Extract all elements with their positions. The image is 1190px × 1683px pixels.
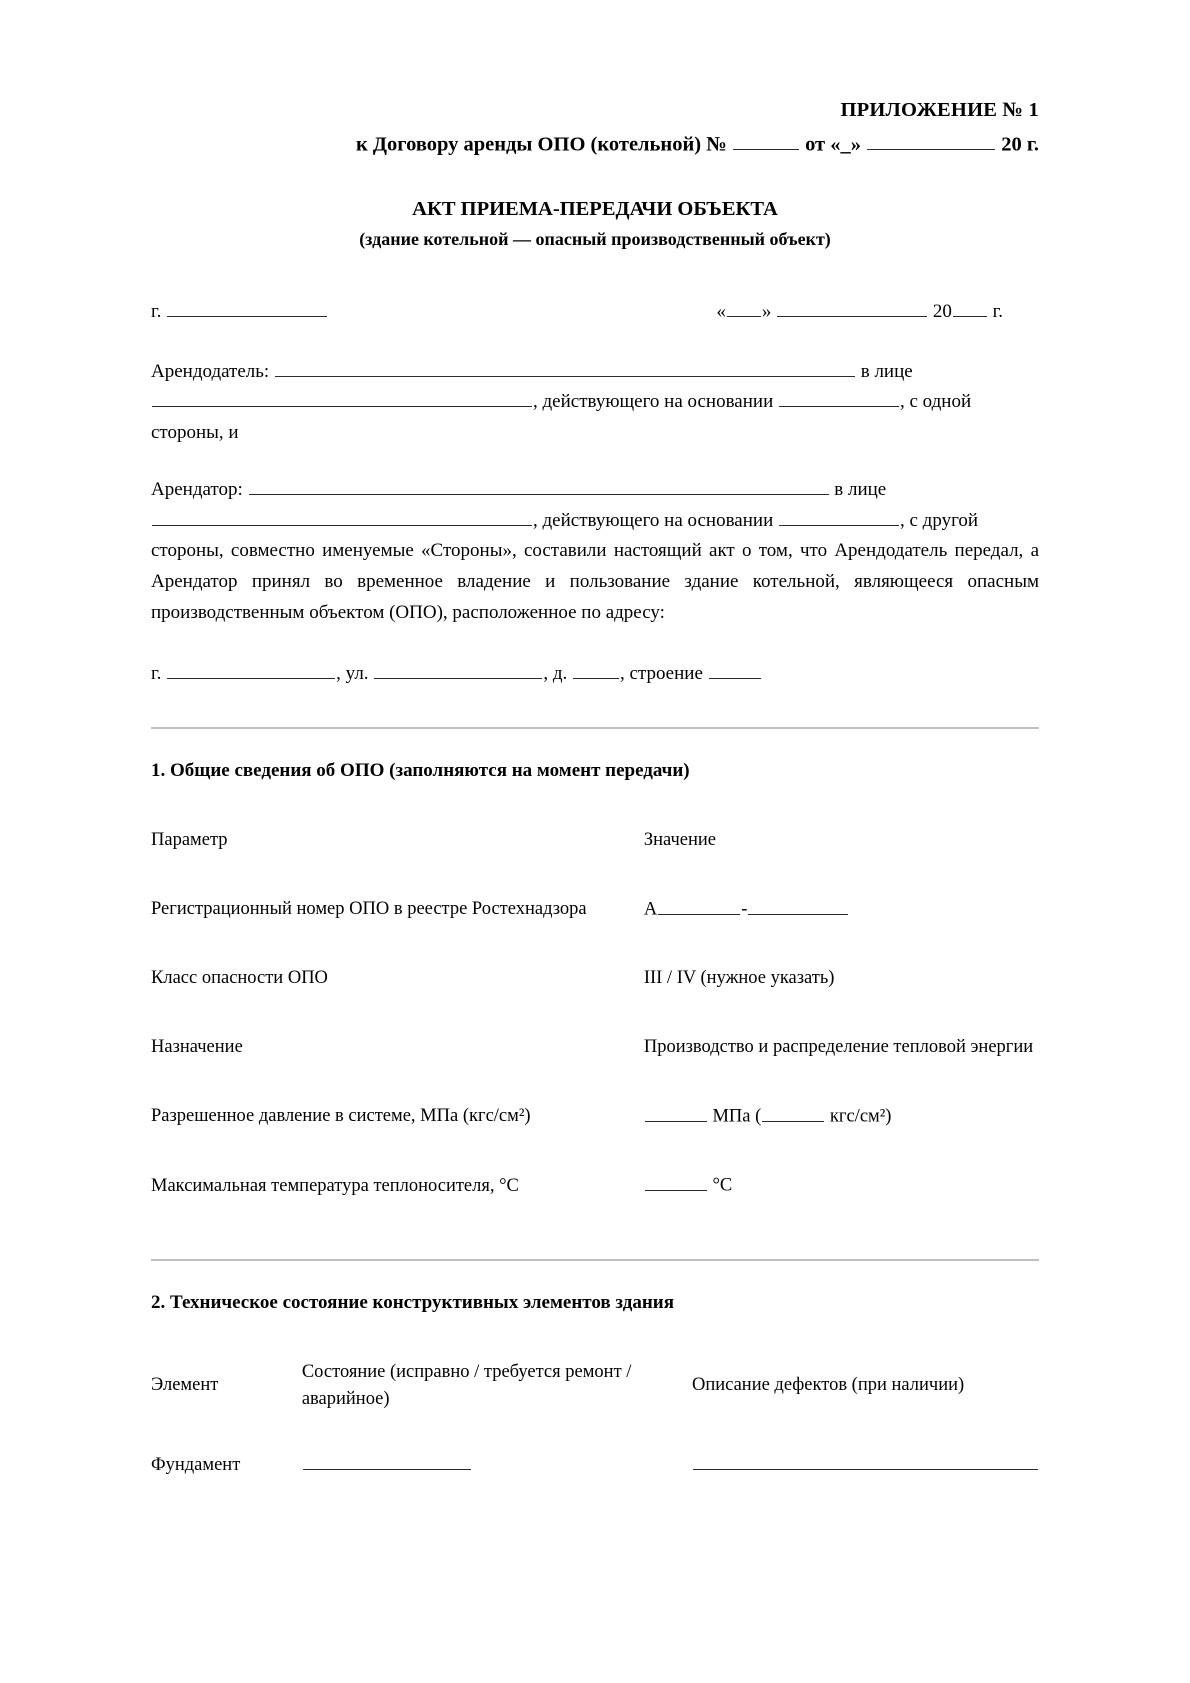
lessor-paragraph xyxy=(151,357,1039,388)
section-divider-2 xyxy=(151,1259,1039,1261)
day-blank[interactable] xyxy=(727,298,761,317)
lessor-label: Арендодатель: xyxy=(151,360,270,382)
address-street-blank[interactable] xyxy=(374,660,542,679)
defects-blank[interactable] xyxy=(693,1451,1038,1470)
pressure-unit-kgs: кгс/см²) xyxy=(829,1106,892,1127)
contract-reference xyxy=(151,130,1039,160)
address-street-prefix: , ул. xyxy=(336,662,369,684)
lessor-one-side-tail: , с одной xyxy=(900,391,972,413)
address-building-blank[interactable] xyxy=(709,660,761,679)
address-city-blank[interactable] xyxy=(167,660,335,679)
element-condition-cell xyxy=(302,1430,692,1499)
column-header-parameter: Параметр xyxy=(151,830,228,851)
contract-ref-prefix: к Договору аренды ОПО (котельной) № xyxy=(355,133,727,156)
city-date-row xyxy=(151,298,1039,323)
column-header-value: Значение xyxy=(643,830,716,851)
contract-month-blank[interactable] xyxy=(867,130,995,150)
table-row xyxy=(151,1151,1039,1220)
parameter-label: Назначение xyxy=(151,1037,243,1058)
date-field xyxy=(716,298,1039,323)
quote-open: « xyxy=(716,300,726,322)
temperature-unit: °C xyxy=(712,1175,733,1196)
lessor-basis-blank[interactable] xyxy=(779,388,899,407)
address-city-prefix: г. xyxy=(151,662,162,684)
parameter-value xyxy=(644,875,1039,944)
pressure-mpa-blank[interactable] xyxy=(645,1103,707,1122)
condition-blank[interactable] xyxy=(303,1451,471,1470)
lessor-in-person-label: в лице xyxy=(860,360,913,382)
lessee-in-person-label: в лице xyxy=(834,478,887,500)
parameter-value: III / IV (нужное указать) xyxy=(643,968,835,989)
parameter-label: Регистрационный номер ОПО в реестре Ростехнадзора xyxy=(151,899,587,920)
column-header-defects: Описание дефектов (при наличии) xyxy=(691,1375,965,1396)
table-row xyxy=(151,944,1039,1013)
year-blank[interactable] xyxy=(953,298,987,317)
document-header xyxy=(151,0,1039,160)
building-elements-table xyxy=(151,1338,1039,1500)
table-row xyxy=(151,875,1039,944)
parameter-label: Разрешенное давление в системе, МПа (кгс/см²) xyxy=(151,1106,531,1127)
table-header-row xyxy=(151,806,1039,875)
parameter-label: Максимальная температура теплоносителя, °C xyxy=(151,1175,519,1196)
city-blank[interactable] xyxy=(167,298,327,317)
table-row xyxy=(151,1013,1039,1082)
city-field xyxy=(151,298,328,323)
lessee-acting-basis-label: , действующего на основании xyxy=(533,509,774,531)
address-house-prefix: , д. xyxy=(543,662,568,684)
registration-part1-blank[interactable] xyxy=(658,896,740,915)
parameter-label: Класс опасности ОПО xyxy=(151,968,328,989)
registration-part2-blank[interactable] xyxy=(748,896,848,915)
contract-number-blank[interactable] xyxy=(733,130,799,150)
temperature-blank[interactable] xyxy=(645,1172,707,1191)
lessor-name-blank[interactable] xyxy=(275,358,855,377)
year-prefix: 20 xyxy=(932,300,952,322)
lessee-name-blank[interactable] xyxy=(249,476,829,495)
quote-close: » xyxy=(761,300,772,322)
lessee-basis-line xyxy=(151,506,1039,537)
section-1-heading: 1. Общие сведения об ОПО (заполняются на момент передачи) xyxy=(151,760,690,782)
column-header-condition: Состояние (исправно / требуется ремонт / аварийное) xyxy=(301,1361,632,1409)
table-row xyxy=(151,1082,1039,1151)
registration-prefix: А xyxy=(643,899,658,920)
table-row xyxy=(151,1430,1039,1499)
year-suffix: г. xyxy=(992,300,1003,322)
section-divider-1 xyxy=(151,727,1039,729)
appendix-label: ПРИЛОЖЕНИЕ № 1 xyxy=(840,99,1039,121)
lessee-other-side-tail: , с другой xyxy=(900,509,979,531)
element-label: Фундамент xyxy=(151,1454,241,1475)
element-defects-cell xyxy=(692,1430,1039,1499)
lessee-paragraph xyxy=(151,475,1039,506)
pressure-kgs-blank[interactable] xyxy=(762,1103,824,1122)
address-house-blank[interactable] xyxy=(573,660,619,679)
lessee-basis-blank[interactable] xyxy=(779,507,899,526)
contract-ref-year: 20 г. xyxy=(1001,133,1039,156)
column-header-element: Элемент xyxy=(151,1375,219,1396)
city-prefix: г. xyxy=(151,300,162,322)
pressure-unit-mpa: МПа ( xyxy=(712,1106,762,1127)
table-header-row xyxy=(151,1338,1039,1431)
lessor-representative-blank[interactable] xyxy=(152,388,532,407)
parameter-value xyxy=(644,1082,1039,1151)
lessee-representative-blank[interactable] xyxy=(152,507,532,526)
address-building-prefix: , строение xyxy=(619,662,703,684)
parameter-value: Производство и распределение тепловой энергии xyxy=(643,1037,1034,1058)
parameter-value xyxy=(644,1151,1039,1220)
lessor-acting-basis-label: , действующего на основании xyxy=(533,391,774,413)
lessor-basis-line xyxy=(151,387,1039,418)
month-blank[interactable] xyxy=(777,298,927,317)
section-2-heading: 2. Техническое состояние конструктивных элементов здания xyxy=(151,1291,674,1313)
lessee-label: Арендатор: xyxy=(151,478,243,500)
opo-parameters-table xyxy=(151,806,1039,1221)
page-title: АКТ ПРИЕМА-ПЕРЕДАЧИ ОБЪЕКТА xyxy=(412,197,778,220)
contract-ref-from: от «_» xyxy=(805,133,861,156)
page-subtitle: (здание котельной — опасный производственный объект) xyxy=(359,229,831,250)
lessor-side-continuation: стороны, и xyxy=(151,422,239,444)
object-address-line xyxy=(151,659,1039,689)
registration-separator: - xyxy=(741,899,748,920)
transfer-body-text: стороны, совместно именуемые «Стороны», составили настоящий акт о том, что Арендодатель передал, а Арендатор принял во временное владение и пользование здание котельной, являющееся опасным производственным объектом (ОПО), расположенное по адресу: xyxy=(151,540,1039,623)
